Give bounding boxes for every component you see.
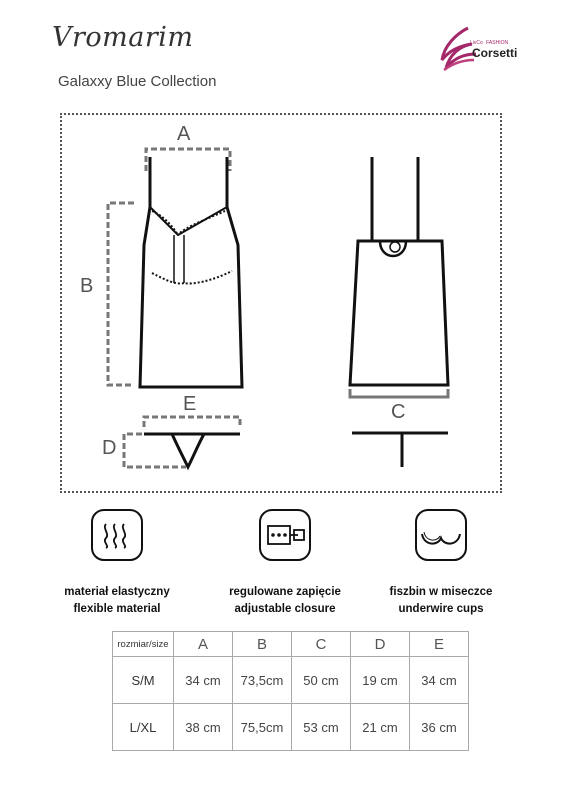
- feature-adjustable-closure: [200, 508, 370, 618]
- feature-underwire-cups: [356, 508, 526, 618]
- livco-corsetti-logo: [438, 24, 548, 84]
- label-a: A: [177, 123, 191, 145]
- feature-2-en: adjustable closure: [234, 603, 336, 615]
- label-e: E: [183, 393, 197, 415]
- feature-3-pl: fiszbin w miseczce: [389, 586, 493, 598]
- size-label: S/M: [113, 657, 174, 704]
- label-c: C: [391, 401, 406, 423]
- hook-closure-icon: [258, 508, 312, 562]
- table-cell: 34 cm: [410, 657, 469, 704]
- garment-diagram: [60, 113, 502, 493]
- table-cell: 38 cm: [174, 704, 233, 751]
- garment-drawing: [62, 115, 500, 491]
- table-row: [113, 657, 469, 704]
- table-cell: 21 cm: [351, 704, 410, 751]
- table-cell: 36 cm: [410, 704, 469, 751]
- feature-1-en: flexible material: [73, 603, 161, 615]
- logo-text-livco: [470, 33, 508, 47]
- collection-subtitle: Galaxxy Blue Collection: [58, 73, 217, 90]
- label-d: D: [102, 437, 117, 459]
- header-size: rozmiar/size: [113, 632, 174, 657]
- size-table-header: [113, 632, 469, 657]
- feature-1-pl: materiał elastyczny: [64, 586, 170, 598]
- label-b: B: [80, 275, 94, 297]
- table-cell: 19 cm: [351, 657, 410, 704]
- size-table: [112, 631, 469, 751]
- front-chemise: [140, 157, 242, 387]
- header-d: D: [351, 632, 410, 657]
- thong-back: [352, 433, 448, 467]
- size-label: L/XL: [113, 704, 174, 751]
- front-measure-guides: [108, 149, 230, 385]
- table-cell: 53 cm: [292, 704, 351, 751]
- back-measure-guides: [350, 389, 448, 397]
- table-cell: 34 cm: [174, 657, 233, 704]
- feature-2-pl: regulowane zapięcie: [229, 586, 341, 598]
- feature-3-en: underwire cups: [398, 603, 484, 615]
- feature-flexible-material: [32, 508, 202, 618]
- logo-fashion: FASHION: [486, 40, 509, 46]
- table-cell: 75,5cm: [233, 704, 292, 751]
- table-row: [113, 704, 469, 751]
- header-e: E: [410, 632, 469, 657]
- thong-front: [144, 434, 240, 467]
- underwire-cups-icon: [414, 508, 468, 562]
- logo-livco: LivCo: [470, 40, 483, 46]
- header-b: B: [233, 632, 292, 657]
- header-a: A: [174, 632, 233, 657]
- back-chemise: [350, 157, 448, 385]
- logo-text-corsetti: Corsetti: [472, 46, 518, 60]
- table-cell: 73,5cm: [233, 657, 292, 704]
- table-cell: 50 cm: [292, 657, 351, 704]
- stretch-waves-icon: [90, 508, 144, 562]
- brand-title: Vromarim: [52, 22, 194, 53]
- header-c: C: [292, 632, 351, 657]
- thong-measure-guides: [124, 417, 240, 467]
